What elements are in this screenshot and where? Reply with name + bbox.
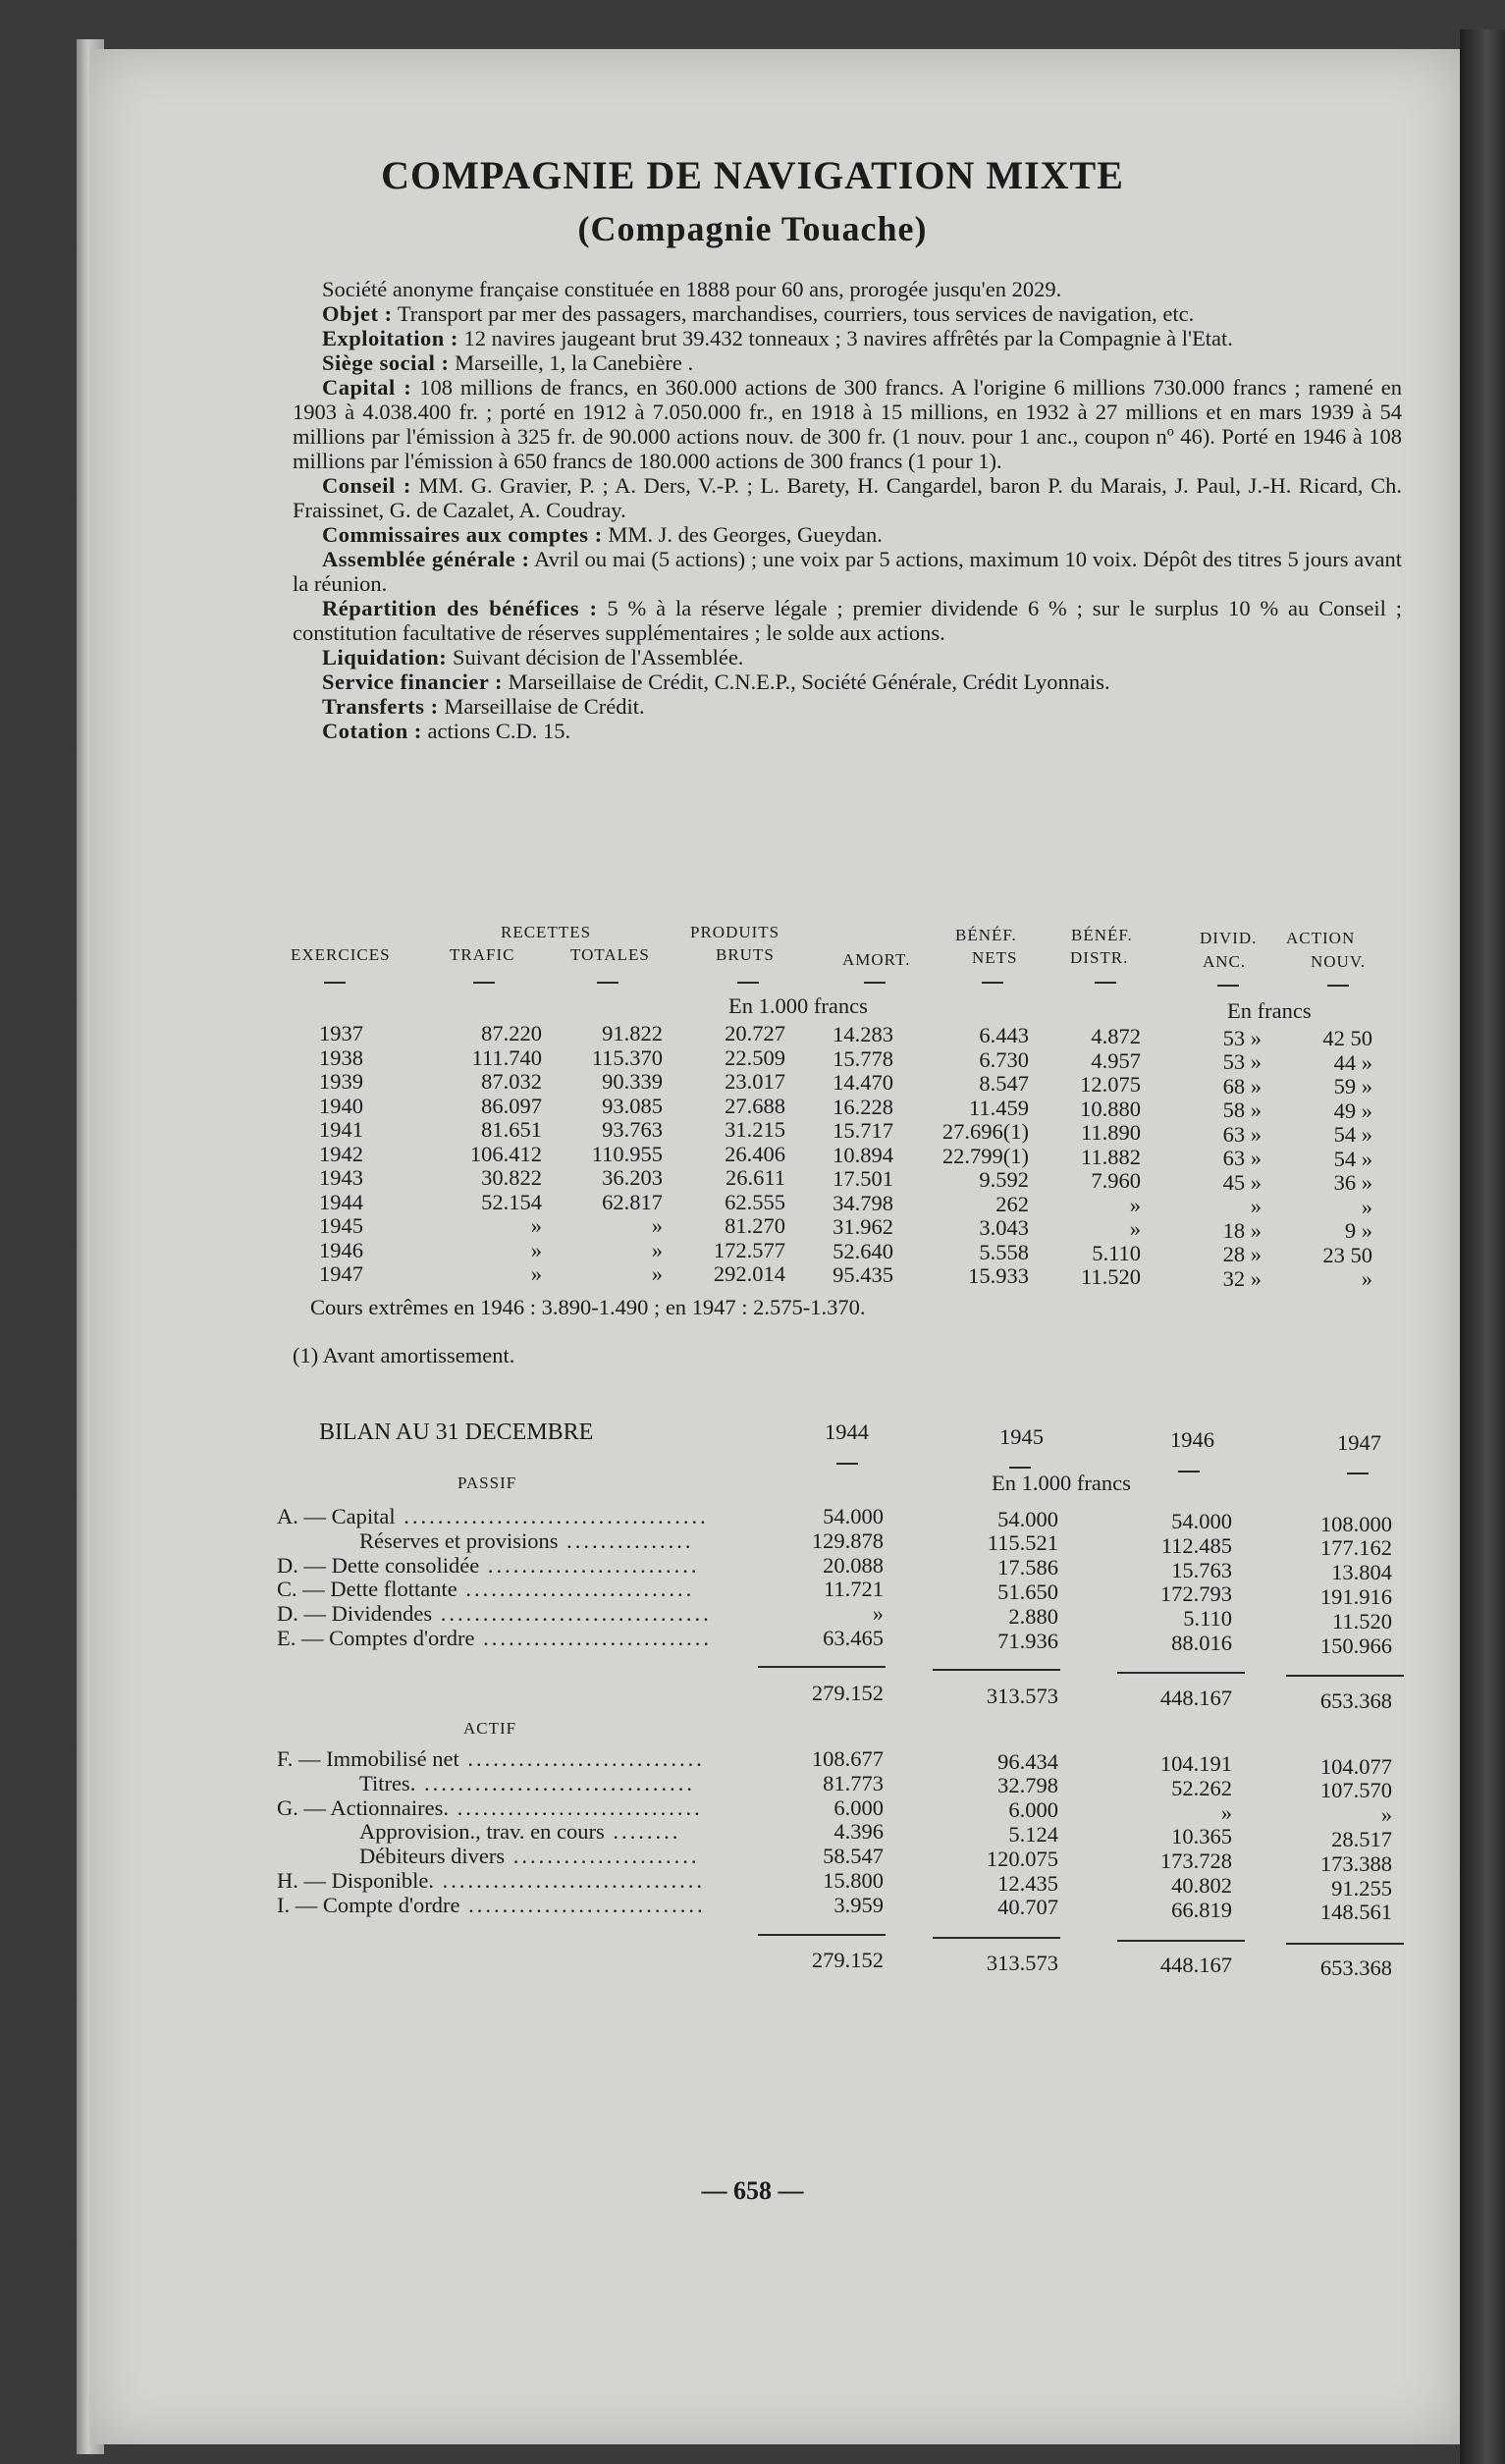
cell-trafic: 52.154 [481,1189,542,1214]
cell-trafic: 106.412 [469,1141,542,1166]
cell-year: 1941 [319,1117,363,1142]
dot-leader: ............... [558,1527,694,1553]
cell-totales: 93.085 [602,1093,663,1118]
cell-year-1945: 40.707 [997,1895,1058,1920]
dot-leader: ................................ [415,1770,695,1795]
cell-trafic: 86.097 [481,1093,542,1118]
cell-year-1946: 173.728 [1159,1848,1232,1874]
cell-year-1944: 20.088 [823,1552,884,1578]
cell-trafic: 81.651 [481,1117,542,1142]
bilan-unit: En 1.000 francs [992,1471,1131,1495]
header-benef-nets-2: NETS [972,948,1018,967]
dot-leader: ........ [604,1819,681,1845]
header-exercices: EXERCICES [291,945,391,964]
cell-amort: 10.894 [833,1142,893,1167]
cell-distr: 5.110 [1092,1240,1141,1265]
cell-year-1946: 54.000 [1171,1509,1232,1533]
cell-trafic: 30.822 [481,1165,542,1190]
row-label: D. — Dividendes ................................ [277,1601,712,1627]
bilan-year-1947: 1947 [1337,1430,1381,1455]
cell-year-1946: 104.191 [1159,1751,1232,1776]
info-paragraph [293,694,1402,719]
row-label: Approvision., trav. en cours ........ [359,1819,681,1845]
header-amort: AMORT. [842,950,911,969]
cell-year: 1946 [319,1237,363,1262]
cell-year: 1944 [319,1189,363,1214]
cell-divid: 63 » [1222,1146,1262,1170]
cell-distr: 10.880 [1080,1096,1141,1121]
cell-action: 23 50 [1322,1242,1372,1267]
header-recettes: RECETTES [501,923,592,941]
cell-bruts: 292.014 [713,1261,785,1286]
info-paragraph [293,547,1402,596]
cell-nets: 5.558 [979,1239,1029,1264]
cell-divid: 53 » [1222,1049,1262,1074]
cell-divid: 45 » [1222,1169,1262,1195]
info-label: Service financier : [322,670,504,694]
cell-year-1944: 4.396 [833,1819,884,1845]
cell-year-1945: 71.936 [997,1628,1058,1653]
cell-year: 1942 [319,1141,363,1166]
cell-amort: 15.717 [833,1118,893,1143]
info-text: 12 navires jaugeant brut 39.432 tonneaux ; 3 navires affrêtés par la Compagnie à l'Etat. [463,326,1233,350]
info-paragraph [293,375,1402,473]
cell-bruts: 20.727 [725,1021,785,1045]
dot-leader: ............................. [448,1794,703,1820]
cell-nets: 3.043 [979,1215,1029,1240]
cell-year-1946: 5.110 [1183,1606,1232,1632]
cell-bruts: 62.555 [725,1189,785,1214]
header-action-1: ACTION [1286,929,1356,947]
info-label: Liquidation: [322,645,448,670]
cell-year-1944: 11.721 [823,1577,884,1602]
dot-leader: ......................... [479,1552,700,1578]
cell-year-1944: 6.000 [833,1794,884,1820]
cell-amort: 17.501 [833,1166,893,1191]
cell-year-1946: 52.262 [1171,1775,1232,1800]
row-label: Débiteurs divers ...................... [359,1844,700,1869]
total-year-1945: 313.573 [986,1950,1058,1975]
info-label: Objet : [322,301,393,326]
cell-year: 1937 [319,1021,363,1045]
cell-amort: 14.470 [833,1070,893,1095]
info-paragraph [293,596,1402,645]
cell-year-1947: 108.000 [1319,1511,1392,1536]
info-label: Exploitation : [322,326,458,350]
cell-totales: 115.370 [591,1045,663,1070]
info-text: Marseillaise de Crédit. [444,694,645,719]
cell-year-1945: 5.124 [1008,1821,1058,1847]
cell-year: 1939 [319,1069,363,1094]
cell-year-1945: 6.000 [1008,1797,1058,1823]
cell-year-1947: 13.804 [1331,1560,1392,1585]
company-title: COMPAGNIE DE NAVIGATION MIXTE [381,153,1124,197]
info-text: MM. G. Gravier, P. ; A. Ders, V.-P. ; L. Barety, H. Cangardel, baron P. du Marais, J. Paul, J.-H. Ricard, Ch. Fraissinet, G. de Cazalet, A. Coudray. [293,473,1403,522]
cell-action: » [1361,1194,1372,1219]
dot-leader: .................................... [395,1504,709,1528]
cell-year-1944: 15.800 [823,1868,884,1893]
cell-trafic: » [530,1237,542,1262]
cell-distr: 12.075 [1080,1072,1141,1097]
row-label: Réserves et provisions ............... [359,1527,694,1553]
cell-action: 59 » [1333,1074,1372,1098]
cell-year-1947: 91.255 [1331,1875,1392,1901]
cell-nets: 9.592 [979,1167,1029,1192]
cell-year: 1940 [319,1093,363,1118]
header-benef-distr-1: BÉNÉF. [1071,926,1133,944]
info-text: 5 % à la réserve légale ; premier dividende 6 % ; sur le surplus 10 % au Conseil ; constitution facultative de réserves supplémentaires ; le solde aux actions. [293,596,1402,645]
cell-totales: 62.817 [602,1189,663,1214]
total-year-1946: 448.167 [1159,1953,1232,1977]
header-benef-nets-1: BÉNÉF. [955,926,1017,944]
actif-label: ACTIF [463,1719,517,1738]
header-action-2: NOUV. [1311,952,1367,971]
cell-totales: » [651,1261,663,1286]
cell-nets: 11.459 [968,1095,1029,1120]
cours-extremes: Cours extrêmes en 1946 : 3.890-1.490 ; en 1947 : 2.575-1.370. [310,1295,866,1319]
cell-year-1947: 28.517 [1331,1826,1392,1851]
cell-trafic: » [530,1213,542,1238]
cell-action: » [1361,1266,1372,1291]
cell-year-1944: » [872,1601,884,1627]
info-paragraph [293,301,1402,326]
cell-totales: 36.203 [602,1165,663,1190]
cell-year-1946: 172.793 [1159,1581,1232,1607]
info-paragraph [293,670,1402,694]
cell-year-1945: 120.075 [986,1846,1058,1871]
cell-divid: 18 » [1222,1217,1262,1243]
cell-year-1945: 2.880 [1008,1603,1058,1629]
cell-year-1944: 54.000 [823,1504,884,1528]
cell-nets: 8.547 [979,1071,1029,1096]
cell-amort: 31.962 [833,1214,893,1239]
cell-nets: 262 [995,1191,1029,1216]
row-label: Titres. ................................ [359,1770,695,1795]
cell-trafic: 87.220 [481,1021,542,1045]
cell-distr: 4.872 [1091,1024,1141,1048]
unit-right: En francs [1227,998,1312,1023]
cell-year-1946: 10.365 [1171,1824,1232,1849]
cell-action: 44 » [1333,1049,1372,1075]
row-label: A. — Capital .................................... [277,1504,709,1528]
total-year-1944: 279.152 [811,1681,884,1705]
cell-divid: 53 » [1222,1025,1262,1050]
cell-year-1946: 15.763 [1171,1557,1232,1582]
cell-year-1945: 51.650 [997,1579,1058,1604]
cell-bruts: 27.688 [725,1093,785,1118]
cell-amort: 15.778 [833,1045,893,1071]
header-benef-distr-2: DISTR. [1070,948,1129,967]
cell-distr: 11.520 [1080,1264,1141,1289]
cell-amort: 95.435 [833,1262,893,1287]
cell-trafic: 87.032 [481,1069,542,1094]
cell-year-1946: 112.485 [1160,1532,1232,1558]
info-text: Société anonyme française constituée en 1888 pour 60 ans, prorogée jusqu'en 2029. [322,277,1062,301]
cell-nets: 27.696(1) [941,1119,1029,1144]
cell-year-1944: 63.465 [823,1626,884,1650]
cell-bruts: 26.406 [725,1141,785,1166]
cell-nets: 6.730 [979,1046,1029,1072]
info-paragraph [293,645,1402,670]
cell-year-1947: 191.916 [1319,1583,1392,1609]
info-text: Marseillaise de Crédit, C.N.E.P., Société Générale, Crédit Lyonnais. [508,670,1110,694]
dot-leader: ...................... [505,1844,700,1869]
header-bruts: BRUTS [716,945,775,964]
cell-divid: 58 » [1222,1098,1262,1122]
cell-year-1947: 107.570 [1319,1778,1392,1803]
cell-year-1944: 108.677 [811,1746,884,1771]
row-label: F. — Immobilisé net ............................ [277,1746,705,1771]
cell-divid: 63 » [1222,1121,1262,1147]
cell-totales: » [651,1213,663,1238]
info-paragraph [293,277,1402,301]
cell-year-1944: 58.547 [823,1844,884,1869]
cell-divid: 28 » [1222,1242,1262,1266]
cell-bruts: 31.215 [725,1117,785,1142]
header-totales: TOTALES [570,945,650,964]
cell-year-1947: 148.561 [1319,1900,1392,1925]
info-text: Avril ou mai (5 actions) ; une voix par 5 actions, maximum 10 voix. Dépôt des titres 5 jours avant la réunion. [293,547,1402,596]
info-text: Marseille, 1, la Canebière . [455,350,694,375]
cell-divid: 68 » [1222,1073,1262,1098]
cell-year: 1938 [319,1045,363,1070]
page-edge [1460,29,1505,2464]
company-subtitle: (Compagnie Touache) [577,209,928,248]
cell-year-1947: 150.966 [1319,1633,1392,1658]
info-label: Capital : [322,375,412,400]
cell-bruts: 22.509 [725,1045,785,1070]
company-info [293,277,1402,743]
info-text: Suivant décision de l'Assemblée. [452,645,744,670]
cell-distr: 4.957 [1091,1047,1141,1073]
cell-action: 54 » [1333,1122,1372,1147]
cell-totales: » [651,1237,663,1262]
info-text: Transport par mer des passagers, marchandises, courriers, tous services de navigation, etc. [397,301,1195,326]
cell-year: 1947 [319,1261,363,1286]
cell-divid: 32 » [1222,1265,1262,1291]
total-year-1945: 313.573 [986,1683,1058,1708]
cell-amort: 34.798 [833,1190,893,1215]
cell-year-1944: 81.773 [823,1770,884,1795]
cell-action: 36 » [1333,1170,1372,1195]
cell-year-1945: 96.434 [997,1748,1058,1774]
cell-totales: 93.763 [602,1117,663,1142]
cell-action: 54 » [1333,1146,1372,1171]
row-label: G. — Actionnaires. ............................. [277,1794,703,1820]
cell-totales: 110.955 [591,1141,663,1166]
row-label: I. — Compte d'ordre ............................ [277,1892,706,1917]
cell-year-1945: 17.586 [997,1555,1058,1580]
info-label: Commissaires aux comptes : [322,522,603,547]
cell-amort: 16.228 [833,1094,893,1119]
cell-year-1945: 32.798 [997,1773,1058,1798]
cell-year: 1943 [319,1165,363,1190]
bilan-title: BILAN AU 31 DECEMBRE [319,1419,594,1445]
cell-totales: 90.339 [602,1069,663,1094]
footnote: (1) Avant amortissement. [293,1343,515,1367]
cell-year-1944: 129.878 [811,1527,884,1553]
bilan-year-1946: 1946 [1170,1427,1214,1452]
info-label: Siège social : [322,350,450,375]
info-paragraph [293,326,1402,350]
cell-year-1945: 115.521 [987,1530,1058,1556]
row-label: H. — Disponible. ............................... [277,1868,705,1893]
header-produits: PRODUITS [690,923,780,941]
header-divid-1: DIVID. [1200,929,1258,947]
cell-nets: 22.799(1) [941,1143,1029,1168]
cell-divid: » [1250,1194,1262,1218]
cell-bruts: 23.017 [725,1069,785,1094]
total-year-1946: 448.167 [1159,1686,1232,1710]
cell-year-1946: » [1220,1799,1232,1825]
info-label: Cotation : [322,719,422,743]
cell-year-1945: 54.000 [997,1506,1058,1531]
passif-label: PASSIF [457,1473,517,1492]
page-number: — 658 — [701,2176,804,2205]
row-label: C. — Dette flottante ........................... [277,1577,695,1602]
info-label: Transferts : [322,694,439,719]
info-paragraph [293,522,1402,547]
cell-bruts: 26.611 [725,1165,785,1190]
cell-nets: 15.933 [968,1263,1029,1288]
info-paragraph [293,350,1402,375]
total-year-1947: 653.368 [1319,1955,1392,1980]
cell-trafic: 111.740 [471,1045,542,1070]
info-label: Répartition des bénéfices : [322,596,598,620]
total-year-1944: 279.152 [811,1948,884,1972]
info-paragraph [293,719,1402,743]
cell-bruts: 172.577 [713,1237,785,1262]
cell-amort: 52.640 [833,1238,893,1263]
cell-amort: 14.283 [833,1022,893,1046]
info-label: Assemblée générale : [322,547,530,571]
cell-action: 49 » [1333,1098,1372,1123]
dot-leader: ........................... [457,1577,695,1602]
cell-year-1947: » [1380,1802,1392,1828]
cell-trafic: » [530,1261,542,1286]
header-divid-2: ANC. [1203,952,1247,971]
row-label: E. — Comptes d'ordre ........................... [277,1626,713,1650]
cell-year-1944: 3.959 [833,1892,884,1917]
info-text: 108 millions de francs, en 360.000 actions de 300 francs. A l'origine 6 millions 730.000 francs ; ramené en 1903 à 4.038.400 fr. ; porté en 1912 à 7.050.000 fr., en 1918 à 15 millions, en 1932 à 27 millions et en mars 1939 à 54 millions par l'émission à 325 fr. de 90.000 actions nouv. de 300 fr. (1 nouv. pour 1 anc., coupon nº 46). Porté en 1946 à 108 millions par l'émission à 650 francs de 180.000 actions de 300 francs (1 pour 1). [293,375,1403,473]
bilan-year-1945: 1945 [999,1424,1044,1449]
row-label: D. — Dette consolidée ......................... [277,1552,700,1578]
info-text: MM. J. des Georges, Gueydan. [608,522,883,547]
cell-totales: 91.822 [602,1021,663,1045]
cell-action: 9 » [1344,1218,1372,1243]
cell-bruts: 81.270 [725,1213,785,1238]
cell-year: 1945 [319,1213,363,1238]
cell-distr: » [1129,1216,1141,1241]
cell-action: 42 50 [1322,1026,1372,1050]
cell-distr: 11.882 [1080,1144,1141,1169]
dot-leader: ............................... [434,1868,705,1893]
dot-leader: ........................... [474,1626,713,1650]
cell-year-1947: 104.077 [1319,1753,1392,1779]
cell-year-1947: 11.520 [1331,1608,1392,1634]
dot-leader: ............................ [458,1746,705,1771]
cell-year-1946: 66.819 [1171,1897,1232,1922]
cell-distr: 7.960 [1091,1168,1141,1193]
total-year-1947: 653.368 [1319,1687,1392,1713]
cell-year-1947: 173.388 [1319,1850,1392,1876]
cell-year-1947: 177.162 [1319,1535,1392,1561]
info-paragraph [293,473,1402,522]
dot-leader: ................................ [432,1601,712,1627]
unit-left: En 1.000 francs [728,993,868,1018]
cell-year-1945: 12.435 [997,1870,1058,1896]
dot-leader: ............................ [459,1892,706,1917]
cell-year-1946: 88.016 [1171,1631,1232,1655]
cell-year-1946: 40.802 [1171,1873,1232,1898]
cell-distr: 11.890 [1080,1120,1141,1145]
bilan-year-1944: 1944 [825,1419,869,1444]
header-trafic: TRAFIC [450,945,515,964]
cell-nets: 6.443 [979,1023,1029,1047]
info-label: Conseil : [322,473,411,498]
cell-distr: » [1129,1192,1141,1217]
info-text: actions C.D. 15. [427,719,571,743]
